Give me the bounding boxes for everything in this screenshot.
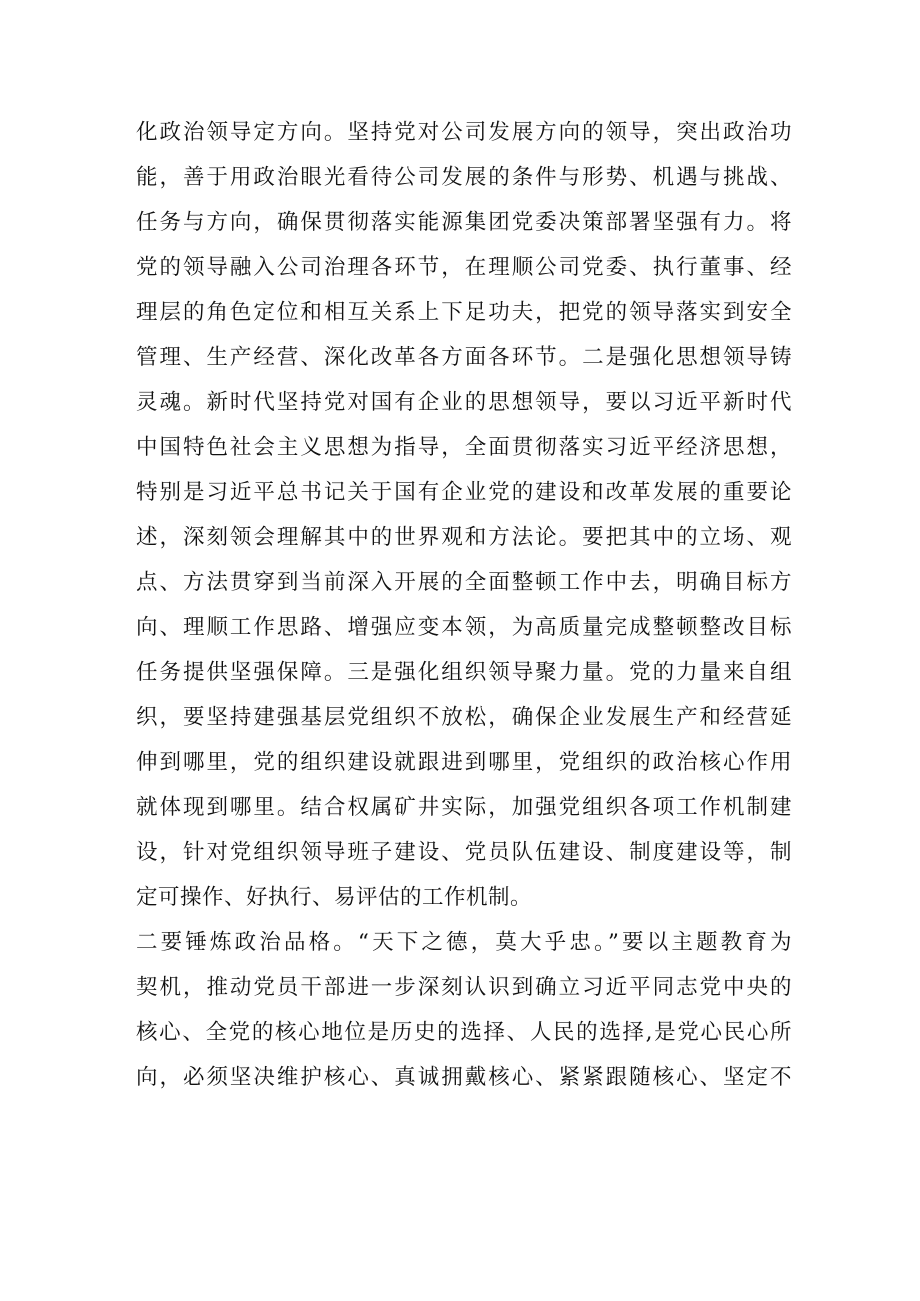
text-line: 管理、生产经营、深化改革各方面各环节。二是强化思想领导铸 <box>136 345 792 370</box>
text-line: 中国特色社会主义思想为指导，全面贯彻落实习近平经济思想， <box>136 435 792 460</box>
text-line: 向、理顺工作思路、增强应变本领，为高质量完成整顿整改目标 <box>136 615 792 640</box>
text-line: 核心、全党的核心地位是历史的选择、人民的选择,是党心民心所 <box>136 1020 792 1045</box>
text-line: 契机，推动党员干部进一步深刻认识到确立习近平同志党中央的 <box>136 975 792 1000</box>
text-line: 伸到哪里，党的组织建设就跟进到哪里，党组织的政治核心作用 <box>136 750 792 775</box>
text-line: 二要锤炼政治品格。“天下之德，莫大乎忠。”要以主题教育为 <box>136 930 792 955</box>
text-line: 就体现到哪里。结合权属矿井实际，加强党组织各项工作机制建 <box>136 795 792 820</box>
text-line: 理层的角色定位和相互关系上下足功夫，把党的领导落实到安全 <box>136 300 792 325</box>
text-line: 化政治领导定方向。坚持党对公司发展方向的领导，突出政治功 <box>136 120 792 145</box>
paragraph-1 <box>136 110 792 920</box>
text-line: 特别是习近平总书记关于国有企业党的建设和改革发展的重要论 <box>136 480 792 505</box>
text-line: 党的领导融入公司治理各环节，在理顺公司党委、执行董事、经 <box>136 255 792 280</box>
text-line: 述，深刻领会理解其中的世界观和方法论。要把其中的立场、观 <box>136 525 792 550</box>
text-line: 能，善于用政治眼光看待公司发展的条件与形势、机遇与挑战、 <box>136 165 792 190</box>
text-line: 任务提供坚强保障。三是强化组织领导聚力量。党的力量来自组 <box>136 660 792 685</box>
text-line: 点、方法贯穿到当前深入开展的全面整顿工作中去，明确目标方 <box>136 570 792 595</box>
text-line: 织，要坚持建强基层党组织不放松，确保企业发展生产和经营延 <box>136 705 792 730</box>
paragraph-2 <box>136 920 792 1100</box>
text-line: 定可操作、好执行、易评估的工作机制。 <box>136 885 533 910</box>
text-line: 设，针对党组织领导班子建设、党员队伍建设、制度建设等，制 <box>136 840 792 865</box>
text-line: 任务与方向，确保贯彻落实能源集团党委决策部署坚强有力。将 <box>136 210 792 235</box>
body-text <box>136 110 792 1100</box>
text-line: 向，必须坚决维护核心、真诚拥戴核心、紧紧跟随核心、坚定不 <box>136 1065 792 1090</box>
text-line: 灵魂。新时代坚持党对国有企业的思想领导，要以习近平新时代 <box>136 390 792 415</box>
